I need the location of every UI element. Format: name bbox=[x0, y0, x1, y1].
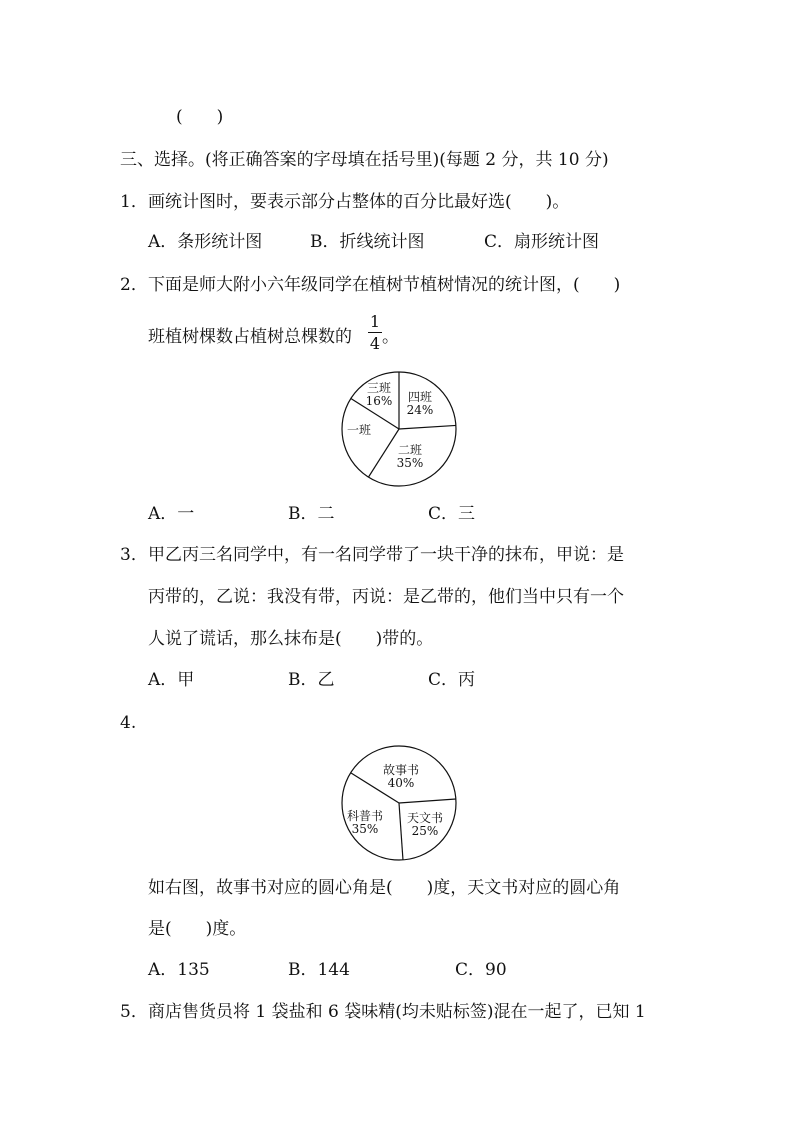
pie2-slice-label-2: 科普书 bbox=[346, 809, 384, 823]
question-4-option-c: C．90 bbox=[455, 960, 507, 980]
fraction-numerator: 1 bbox=[369, 312, 381, 331]
question-4-line-2: 是( )度。 bbox=[148, 919, 247, 939]
question-5-text: 商店售货员将 1 袋盐和 6 袋味精(均未贴标签)混在一起了，已知 1 bbox=[148, 1002, 646, 1022]
question-2-option-a: A．一 bbox=[148, 504, 195, 524]
pie2-slice-percent-0: 40% bbox=[387, 776, 415, 790]
pie2-slice-border-2 bbox=[399, 803, 403, 860]
pie1-slice-border-1 bbox=[399, 425, 456, 429]
pie1-slice-percent-3: 16% bbox=[365, 394, 393, 408]
pie1-slice-label-0: 四班 bbox=[407, 390, 433, 404]
pie1-slice-percent-0: 24% bbox=[406, 403, 434, 417]
question-3-option-c: C．丙 bbox=[428, 670, 476, 690]
pie2-slice-percent-2: 35% bbox=[351, 822, 379, 836]
pie1-slice-label-2: 一班 bbox=[346, 423, 372, 437]
question-3-line-1: 甲乙丙三名同学中，有一名同学带了一块干净的抹布，甲说：是 bbox=[148, 545, 624, 565]
question-3-option-a: A．甲 bbox=[148, 670, 195, 690]
question-3-option-b: B．乙 bbox=[288, 670, 335, 690]
question-1-number: 1． bbox=[120, 192, 148, 212]
pie2-slice-label-0: 故事书 bbox=[382, 763, 420, 777]
question-2-text: 下面是师大附小六年级同学在植树节植树情况的统计图，( ) bbox=[148, 275, 621, 295]
question-4-option-a: A．135 bbox=[148, 960, 210, 980]
pie2-slice-label-1: 天文书 bbox=[406, 811, 444, 825]
pie1-slice-percent-1: 35% bbox=[396, 456, 424, 470]
question-4-line-1: 如右图，故事书对应的圆心角是( )度，天文书对应的圆心角 bbox=[148, 878, 621, 898]
pie1-slice-label-3: 三班 bbox=[366, 381, 392, 395]
fraction-denominator: 4 bbox=[369, 334, 381, 353]
question-3-line-3: 人说了谎话，那么抹布是( )带的。 bbox=[148, 629, 434, 649]
question-4-option-b: B．144 bbox=[288, 960, 350, 980]
question-4-number: 4. bbox=[120, 713, 137, 733]
question-2-number: 2． bbox=[120, 275, 148, 295]
pie2-slice-percent-1: 25% bbox=[411, 824, 439, 838]
question-2-text-line2: 班植树棵数占植树总棵数的 bbox=[148, 327, 352, 347]
question-3-line-2: 丙带的，乙说：我没有带，丙说：是乙带的，他们当中只有一个 bbox=[148, 587, 624, 607]
question-1-option-c: C．扇形统计图 bbox=[484, 232, 600, 252]
question-2-option-c: C．三 bbox=[428, 504, 476, 524]
top-answer-blank: ( ) bbox=[176, 107, 224, 127]
pie1-slice-border-2 bbox=[368, 429, 399, 477]
question-1-text: 画统计图时，要表示部分占整体的百分比最好选( )。 bbox=[148, 192, 570, 212]
fraction-one-quarter bbox=[368, 312, 382, 353]
question-5-number: 5． bbox=[120, 1002, 148, 1022]
book-type-pie-chart bbox=[338, 742, 460, 864]
question-2-text-end: 。 bbox=[382, 327, 399, 347]
question-1-option-a: A．条形统计图 bbox=[148, 232, 263, 252]
section-title: 三、选择。(将正确答案的字母填在括号里)(每题 2 分，共 10 分) bbox=[120, 150, 609, 170]
class-tree-pie-chart bbox=[338, 368, 460, 490]
question-1-option-b: B．折线统计图 bbox=[310, 232, 425, 252]
question-2-option-b: B．二 bbox=[288, 504, 335, 524]
pie1-slice-label-1: 二班 bbox=[397, 443, 423, 457]
question-3-number: 3． bbox=[120, 545, 148, 565]
pie2-slice-border-1 bbox=[399, 799, 456, 803]
